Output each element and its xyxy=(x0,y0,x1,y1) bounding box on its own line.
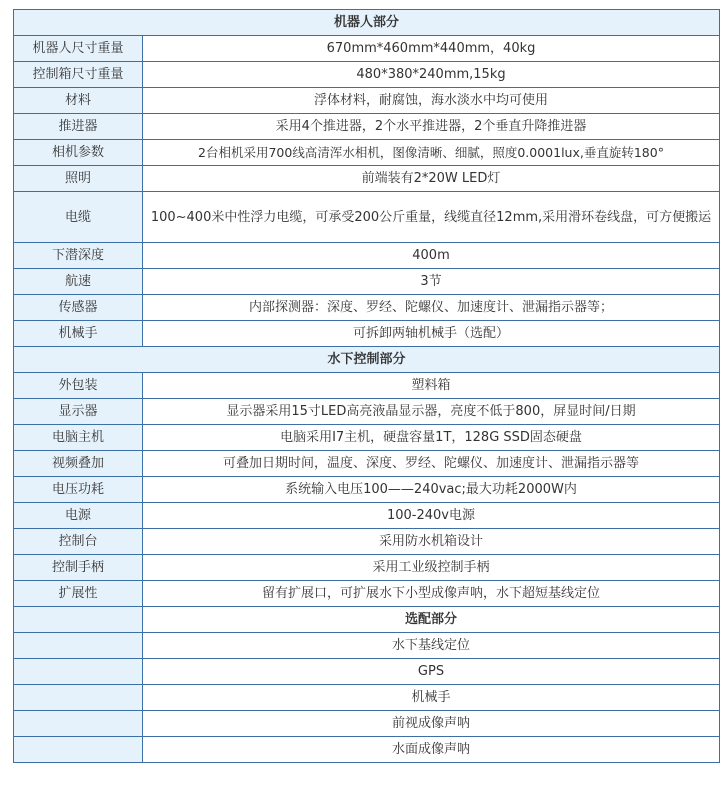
row-label: 控制手柄 xyxy=(14,555,143,581)
table-row xyxy=(14,451,720,477)
row-label: 电压功耗 xyxy=(14,477,143,503)
table-row xyxy=(14,555,720,581)
row-label: 视频叠加 xyxy=(14,451,143,477)
table-row xyxy=(14,373,720,399)
row-label: 扩展性 xyxy=(14,581,143,607)
empty-cell xyxy=(14,607,143,633)
table-row xyxy=(14,192,720,243)
section-header-robot xyxy=(14,10,720,36)
table-row xyxy=(14,140,720,166)
table-row xyxy=(14,503,720,529)
empty-cell xyxy=(14,633,143,659)
empty-cell xyxy=(14,711,143,737)
list-item xyxy=(14,737,720,763)
row-label: 显示器 xyxy=(14,399,143,425)
row-label: 机械手 xyxy=(14,321,143,347)
row-value: 3节 xyxy=(143,269,720,295)
row-value: 100~400米中性浮力电缆，可承受200公斤重量，线缆直径12mm,采用滑环卷线盘，可方便搬运 xyxy=(143,192,720,243)
row-label: 控制箱尺寸重量 xyxy=(14,62,143,88)
row-label: 推进器 xyxy=(14,114,143,140)
row-value: 显示器采用15寸LED高亮液晶显示器，亮度不低于800，屏显时间/日期 xyxy=(143,399,720,425)
row-label: 电脑主机 xyxy=(14,425,143,451)
row-value: 前端装有2*20W LED灯 xyxy=(143,166,720,192)
table-row xyxy=(14,36,720,62)
table-row xyxy=(14,529,720,555)
row-label: 外包装 xyxy=(14,373,143,399)
row-value: 留有扩展口，可扩展水下小型成像声呐，水下超短基线定位 xyxy=(143,581,720,607)
row-value: 内部探测器：深度、罗经、陀螺仪、加速度计、泄漏指示器等； xyxy=(143,295,720,321)
list-item xyxy=(14,685,720,711)
row-value: 可拆卸两轴机械手（选配） xyxy=(143,321,720,347)
row-label: 电源 xyxy=(14,503,143,529)
table-row xyxy=(14,88,720,114)
row-value: 采用工业级控制手柄 xyxy=(143,555,720,581)
table-row xyxy=(14,114,720,140)
optional-item: 前视成像声呐 xyxy=(143,711,720,737)
empty-cell xyxy=(14,737,143,763)
section-title: 水下控制部分 xyxy=(14,347,720,373)
optional-item: GPS xyxy=(143,659,720,685)
row-value: 系统输入电压100——240vac;最大功耗2000W内 xyxy=(143,477,720,503)
table-row xyxy=(14,581,720,607)
row-value: 塑料箱 xyxy=(143,373,720,399)
section-title: 选配部分 xyxy=(143,607,720,633)
row-label: 材料 xyxy=(14,88,143,114)
list-item xyxy=(14,633,720,659)
optional-item: 水下基线定位 xyxy=(143,633,720,659)
row-label: 相机参数 xyxy=(14,140,143,166)
spec-table-container xyxy=(13,9,720,763)
table-row xyxy=(14,425,720,451)
row-value: 采用防水机箱设计 xyxy=(143,529,720,555)
row-label: 下潜深度 xyxy=(14,243,143,269)
table-row xyxy=(14,166,720,192)
row-value: 480*380*240mm,15kg xyxy=(143,62,720,88)
empty-cell xyxy=(14,659,143,685)
table-row xyxy=(14,295,720,321)
row-value: 可叠加日期时间，温度、深度、罗经、陀螺仪、加速度计、泄漏指示器等 xyxy=(143,451,720,477)
row-value: 100-240v电源 xyxy=(143,503,720,529)
row-value: 浮体材料，耐腐蚀，海水淡水中均可使用 xyxy=(143,88,720,114)
row-label: 机器人尺寸重量 xyxy=(14,36,143,62)
row-label: 控制台 xyxy=(14,529,143,555)
table-row xyxy=(14,399,720,425)
table-row xyxy=(14,477,720,503)
list-item xyxy=(14,711,720,737)
optional-item: 机械手 xyxy=(143,685,720,711)
row-label: 电缆 xyxy=(14,192,143,243)
row-value: 电脑采用I7主机，硬盘容量1T，128G SSD固态硬盘 xyxy=(143,425,720,451)
list-item xyxy=(14,659,720,685)
section-header-optional xyxy=(14,607,720,633)
row-label: 航速 xyxy=(14,269,143,295)
table-row xyxy=(14,243,720,269)
row-label: 照明 xyxy=(14,166,143,192)
table-row xyxy=(14,269,720,295)
section-header-control xyxy=(14,347,720,373)
optional-item: 水面成像声呐 xyxy=(143,737,720,763)
row-value: 670mm*460mm*440mm，40kg xyxy=(143,36,720,62)
row-value: 400m xyxy=(143,243,720,269)
row-value: 2台相机采用700线高清浑水相机，图像清晰、细腻，照度0.0001lux,垂直旋转180° xyxy=(143,140,720,166)
table-row xyxy=(14,321,720,347)
table-row xyxy=(14,62,720,88)
empty-cell xyxy=(14,685,143,711)
section-title: 机器人部分 xyxy=(14,10,720,36)
row-label: 传感器 xyxy=(14,295,143,321)
row-value: 采用4个推进器，2个水平推进器，2个垂直升降推进器 xyxy=(143,114,720,140)
spec-table xyxy=(13,9,720,763)
